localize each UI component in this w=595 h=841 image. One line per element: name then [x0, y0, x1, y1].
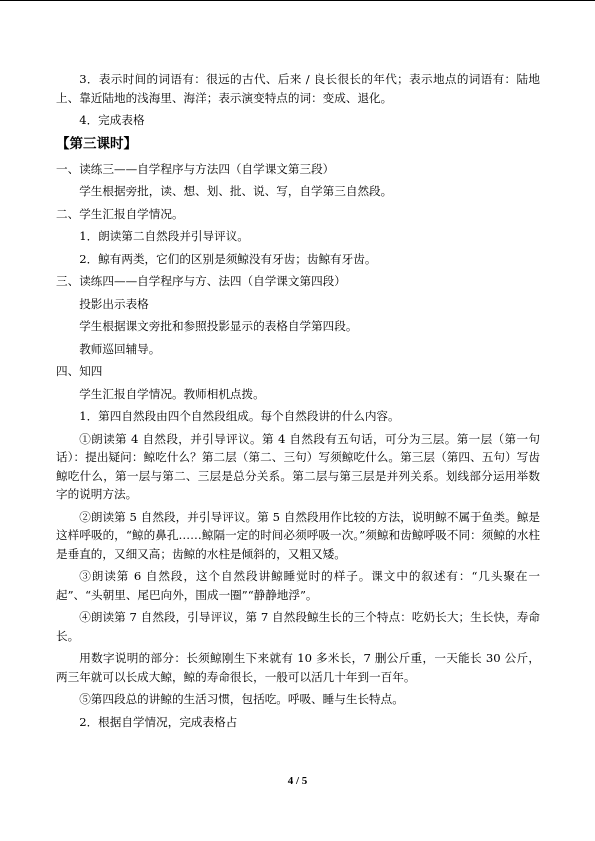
paragraph: ③朗读第 6 自然段，这个自然段讲鲸睡觉时的样子。课文中的叙述有：“几头聚在一起”、“头朝里、尾巴向外，围成一圈”“静静地浮”。: [56, 569, 540, 602]
paragraph: ①朗读第 4 自然段，并引导评议。第 4 自然段有五句话，可分为三层。第一层（第一句话）：提出疑问：鲸吃什么？第二层（第二、三句）写须鲸吃什么。第三层（第四、五句）写齿鲸吃什么，第一层与第二、三层是总分关系。第二层与第三层是并列关系。划线部分运用举数字的说明方法。: [56, 431, 540, 501]
document-body: [56, 70, 540, 735]
page-number: 4 / 5: [287, 775, 308, 787]
paragraph: 投影出示表格: [79, 296, 149, 311]
paragraph: 3．表示时间的词语有：很远的古代、后来 / 良长很长的年代；表示地点的词语有：陆地上、靠近陆地的浅海里、海洋；表示演变特点的词：变成、退化。: [56, 72, 540, 105]
paragraph: 教师巡回辅导。: [79, 341, 161, 356]
paragraph: 1．朗读第二自然段并引导评议。: [79, 229, 249, 243]
paragraph: 二、学生汇报自学情况。: [56, 206, 184, 221]
paragraph: 1．第四自然段由四个自然段组成。每个自然段讲的什么内容。: [79, 409, 400, 423]
paragraph: 四、知四: [56, 364, 103, 378]
paragraph: 2．根据自学情况，完成表格占: [79, 714, 238, 729]
paragraph: 4．完成表格: [79, 113, 145, 127]
paragraph: 学生汇报自学情况。教师相机点拨。: [79, 386, 265, 401]
paragraph: 2．鲸有两类，它们的区别是须鲸没有牙齿；齿鲸有牙齿。: [79, 251, 377, 266]
header-rule: [0, 0, 595, 1]
paragraph: ②朗读第 5 自然段，并引导评议。第 5 自然段用作比较的方法，说明鲸不属于鱼类。鲸是这样呼吸的，“鲸的鼻孔……鲸隔一定的时间必须呼吸一次。”须鲸和齿鲸呼吸不同：须鲸的水柱是垂直的，又细又高；齿鲸的水柱是倾斜的，又粗又矮。: [56, 509, 540, 561]
paragraph: ④朗读第 7 自然段，引导评议，第 7 自然段鲸生长的三个特点：吃奶长大；生长快，寿命长。: [56, 610, 540, 643]
paragraph: 学生根据旁批，读、想、划、批、说、写，自学第三自然段。: [79, 184, 393, 198]
section-heading: 【第三课时】: [56, 135, 137, 152]
paragraph: 学生根据课文旁批和参照投影显示的表格自学第四段。: [79, 319, 358, 333]
paragraph: 一、读练三——自学程序与方法四（自学课文第三段）: [56, 161, 335, 176]
paragraph: ⑤第四段总的讲鲸的生活习惯，包括吃。呼吸、睡与生长特点。: [79, 692, 404, 706]
paragraph: 三、读练四——自学程序与方、法四（自学课文第四段）: [56, 274, 346, 288]
paragraph: 用数字说明的部分：长须鲸刚生下来就有 10 多米长，7 删公斤重，一天能长 30 公斤，两三年就可以长成大鲸，鲸的寿命很长，一般可以活几十年到一百年。: [56, 651, 540, 684]
